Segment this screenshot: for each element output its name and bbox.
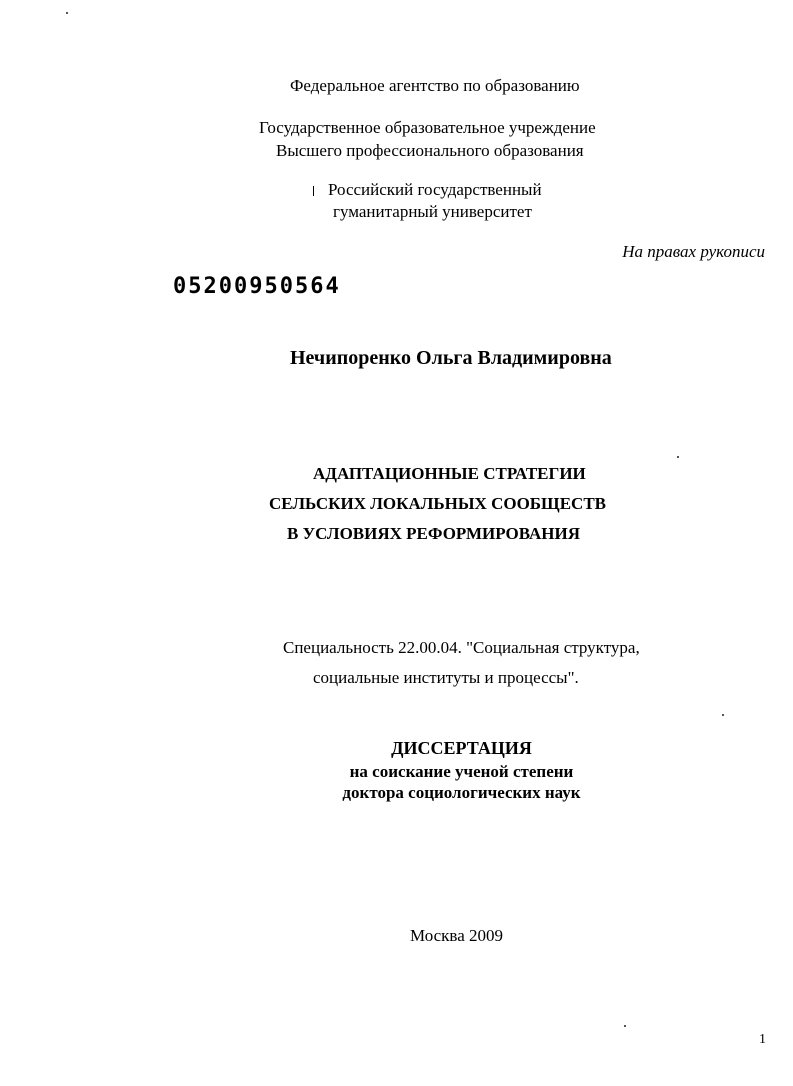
manuscript-note: На правах рукописи	[622, 242, 765, 261]
university-line-2: гуманитарный университет	[333, 202, 532, 221]
scan-speck	[677, 456, 679, 458]
dissertation-heading: ДИССЕРТАЦИЯ	[391, 738, 532, 758]
specialty-line-1: Специальность 22.00.04. "Социальная структура,	[283, 638, 640, 657]
scan-mark	[313, 186, 314, 196]
specialty-line-2: социальные институты и процессы".	[313, 668, 579, 687]
thesis-title-line-3: В УСЛОВИЯХ РЕФОРМИРОВАНИЯ	[287, 524, 581, 543]
catalog-code: 05200950564	[173, 274, 341, 299]
scan-speck	[66, 12, 68, 14]
scan-speck	[722, 714, 724, 716]
degree-line-1: на соискание ученой степени	[349, 762, 574, 781]
institution-line-2: Высшего профессионального образования	[276, 141, 584, 160]
page-number: 1	[759, 1032, 766, 1047]
institution-line-1: Государственное образовательное учреждение	[259, 118, 596, 137]
degree-line-2: доктора социологических наук	[342, 783, 581, 802]
agency-name: Федеральное агентство по образованию	[290, 76, 580, 95]
scan-speck	[624, 1025, 626, 1027]
author-name: Нечипоренко Ольга Владимировна	[290, 347, 612, 369]
university-line-1: Российский государственный	[328, 180, 542, 199]
thesis-title-line-1: АДАПТАЦИОННЫЕ СТРАТЕГИИ	[313, 464, 586, 483]
thesis-title-line-2: СЕЛЬСКИХ ЛОКАЛЬНЫХ СООБЩЕСТВ	[269, 494, 606, 513]
city-year: Москва 2009	[410, 926, 504, 945]
